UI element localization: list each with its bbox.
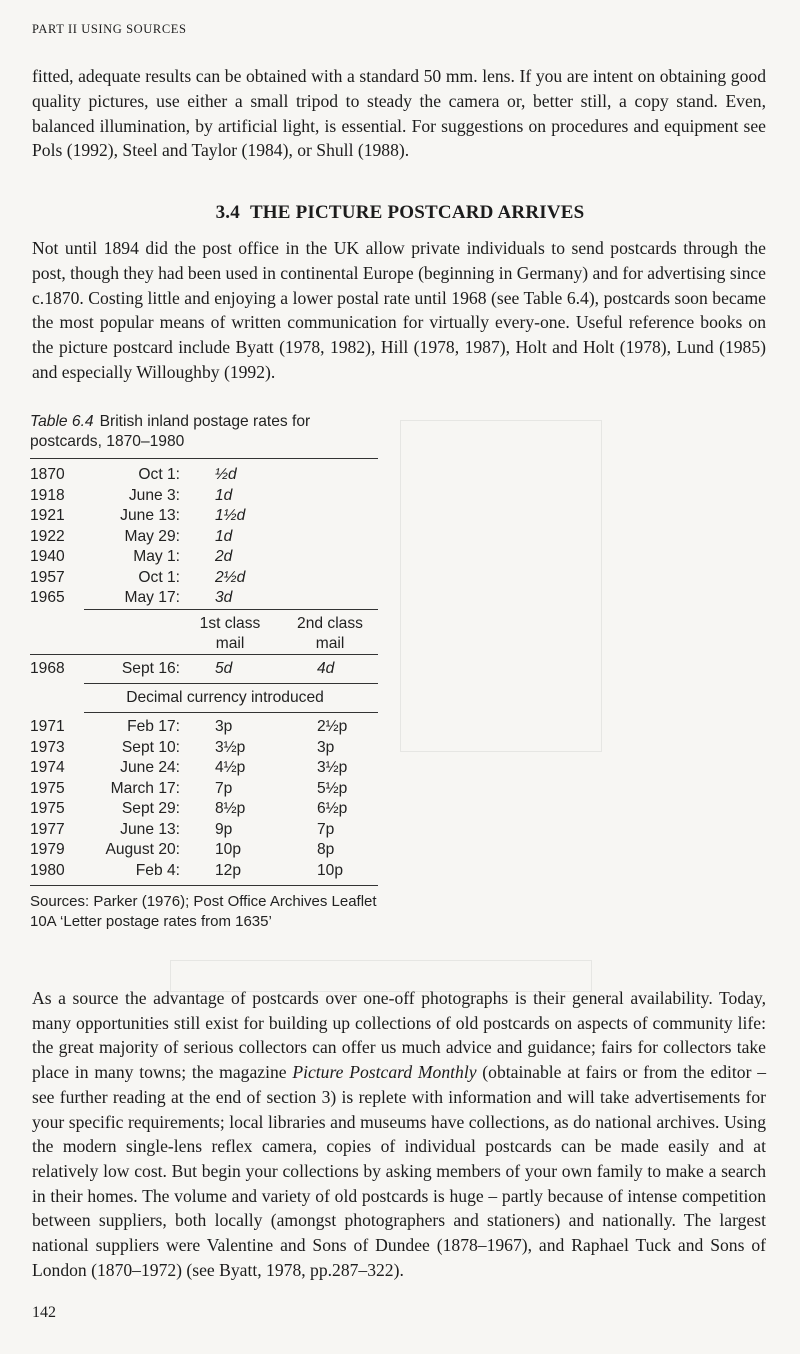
paragraph-text: As a source the advantage of postcards over one-off photographs is their general availability. Today, many opportunities still exist for building up collections of old postcards on aspects of community life: the great majority of serious collectors can offer us much advice and guidance; fairs for collectors take place in many towns; the magazine [32,988,766,1083]
year-cell: 1977 [30,820,65,838]
section-number: 3.4 [215,202,240,223]
table-row [30,840,380,861]
second-class-cell: 4d [317,659,335,677]
date-cell: May 29: [124,527,180,545]
date-cell: August 20: [105,841,180,858]
year-cell: 1957 [30,568,65,586]
year-cell: 1975 [30,779,65,797]
rate-cell: 2½d [215,568,246,586]
second-class-cell: 8p [317,841,335,858]
date-cell: Sept 16: [121,659,180,677]
magazine-title: Picture Postcard Monthly [292,1062,477,1083]
year-cell: 1971 [30,718,65,735]
table-row [30,820,380,841]
section-heading [0,202,800,224]
section-title: THE PICTURE POSTCARD ARRIVES [249,202,585,223]
running-head: PART II USING SOURCES [32,22,187,36]
table-row [30,568,380,589]
date-cell: Feb 17: [127,718,180,735]
second-class-cell: 5½p [317,779,348,797]
date-cell: Sept 10: [121,738,180,756]
first-class-cell: 3p [215,718,233,735]
year-cell: 1965 [30,589,65,606]
pre-1968-rows [30,465,380,609]
date-cell: June 13: [120,820,180,838]
year-cell: 1973 [30,738,65,756]
paragraph-postcard-sources [32,986,766,1282]
first-class-cell: 3½p [215,738,246,756]
first-class-cell: 4½p [215,759,246,776]
table-row [30,506,380,527]
table-caption [30,412,380,452]
paragraph-text: (obtainable at fairs or from the editor – see further reading at the end of section 3) is replete with information and will take advertisements for your specific requirements; local libraries and museums have collections, as do national archives. Using the modern single-lens reflex camera, copies of individual postcards can be made easily and at relatively low cost. But begin your collections by asking members of your own family to make a search in their homes. The volume and variety of old postcards is huge – partly because of intense competition between suppliers, both locally (amongst photographers and stationers) and nationally. The largest national suppliers were Valentine and Sons of Dundee (1878–1967), and Raphael Tuck and Sons of London (1870–1972) (see Byatt, 1978, pp.287–322). [32,1062,766,1280]
date-cell: March 17: [110,779,180,797]
first-class-cell: 12p [215,861,242,879]
table-row [30,717,380,738]
rate-cell: 1½d [215,507,246,524]
rate-cell: 3d [215,589,233,606]
second-class-cell: 3p [317,738,335,756]
date-cell: Oct 1: [138,568,180,586]
rate-cell: 2d [215,548,233,565]
column-headers [30,610,380,654]
second-class-cell: 3½p [317,759,348,776]
second-class-cell: 6½p [317,800,348,817]
rate-cell: 1d [215,486,233,504]
table-row [30,588,380,609]
date-cell: Feb 4: [135,861,180,879]
table-row-1968 [30,659,380,680]
table-sources: Sources: Parker (1976); Post Office Archives Leaflet 10A ‘Letter postage rates from 1635’ [30,893,377,930]
paragraph-postcard-intro: Not until 1894 did the post office in the UK allow private individuals to send postcards through the post, though they had been used in continental Europe (beginning in Germany) and for advertising since c.1870. Costing little and enjoying a lower postal rate until 1968 (see Table 6.4), postcards soon became the most popular means of written communication for virtually every-one. Useful reference books on the picture postcard include Byatt (1978, 1982), Hill (1978, 1987), Holt and Holt (1978), Lund (1985) and especially Willoughby (1992). [32,238,766,382]
first-class-cell: 9p [215,820,233,838]
year-cell: 1870 [30,466,65,483]
table-row [30,758,380,779]
second-class-cell: 10p [317,861,344,879]
table-rule [30,885,378,886]
second-class-cell: 7p [317,820,335,838]
table-row [30,738,380,759]
post-1971-rows [30,717,380,881]
year-cell: 1974 [30,759,65,776]
first-class-cell: 5d [215,659,233,677]
rate-cell: ½d [215,466,237,483]
first-class-cell: 10p [215,841,242,858]
year-cell: 1968 [30,659,65,677]
table-row [30,527,380,548]
page-number: 142 [32,1304,56,1321]
paragraph-photography-equipment: fitted, adequate results can be obtained with a standard 50 mm. lens. If you are intent on obtaining good quality pictures, use either a small tripod to steady the camera or, better still, a copy stand. Even, balanced illumination, by artificial light, is essential. For suggestions on procedures and equipment see Pols (1992), Steel and Taylor (1984), or Shull (1988). [32,66,766,161]
table-row [30,486,380,507]
column-header-second-class: 2nd class mail [297,614,363,652]
year-cell: 1918 [30,486,65,504]
table-row [30,861,380,882]
date-cell: May 17: [124,589,180,606]
first-class-cell: 8½p [215,800,246,817]
table-row [30,799,380,820]
rate-cell: 1d [215,527,233,545]
year-cell: 1980 [30,861,65,879]
table-row [30,465,380,486]
table-row [30,547,380,568]
postage-rates-table [30,412,380,932]
year-cell: 1979 [30,841,65,858]
table-label: Table 6.4 [30,413,94,430]
table-title: British inland postage rates for postcards, 1870–1980 [30,413,311,450]
year-cell: 1922 [30,527,65,545]
year-cell: 1975 [30,800,65,817]
date-cell: June 3: [128,486,180,504]
date-cell: June 24: [120,759,180,776]
date-cell: Sept 29: [121,800,180,817]
date-cell: May 1: [133,548,180,565]
show-through-box [400,420,602,752]
table-row [30,779,380,800]
year-cell: 1921 [30,507,65,524]
date-cell: June 13: [120,507,180,524]
date-cell: Oct 1: [138,466,180,483]
decimal-currency-note: Decimal currency introduced [126,689,324,706]
column-header-first-class: 1st class mail [199,614,261,652]
first-class-cell: 7p [215,779,233,797]
year-cell: 1940 [30,548,65,565]
second-class-cell: 2½p [317,718,348,735]
